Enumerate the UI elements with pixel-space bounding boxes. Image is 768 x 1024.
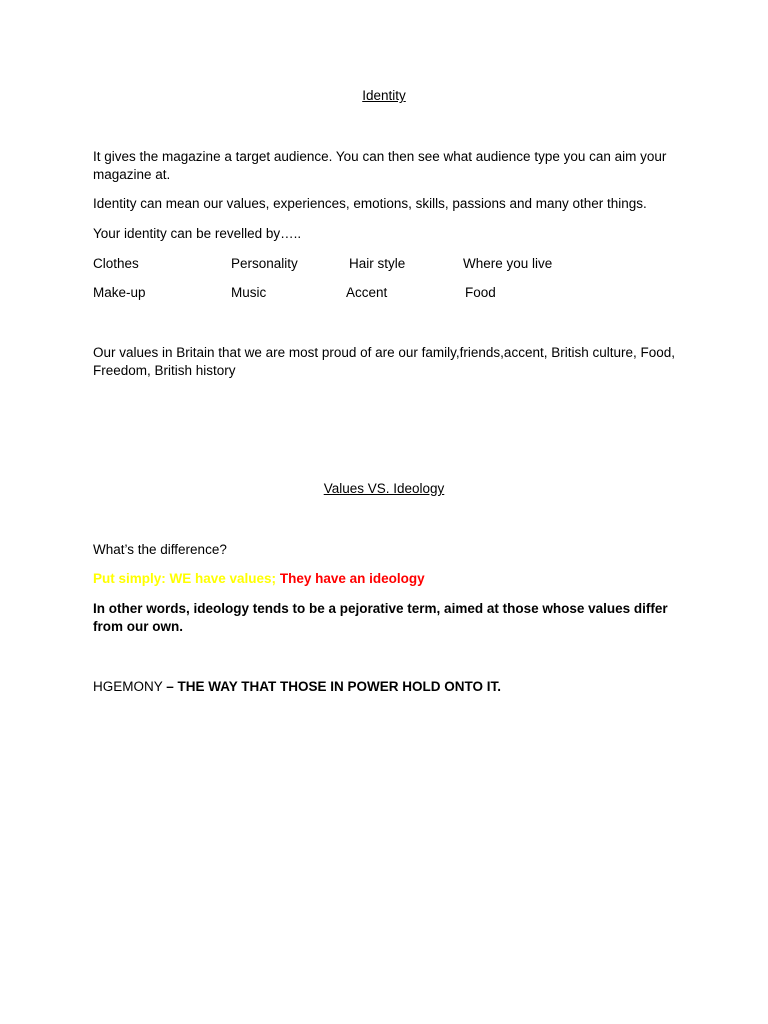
identity-paragraph-audience: It gives the magazine a target audience. You can then see what audience type you can aim your magazine at. [93,149,667,182]
trait-item: Where you live [463,256,553,271]
difference-question: What’s the difference? [93,542,227,557]
pejorative-paragraph: In other words, ideology tends to be a pejorative term, aimed at those whose values differ from our own. [93,601,668,634]
hegemony-term: HGEMONY [93,679,163,694]
british-values-paragraph: Our values in Britain that we are most proud of are our family,friends,accent, British culture, Food, Freedom, British history [93,345,676,378]
trait-item: Make-up [93,285,146,300]
trait-item: Clothes [93,256,139,271]
trait-item: Personality [231,256,298,271]
values-vs-ideology-heading: Values VS. Ideology [323,481,445,496]
we-have-values-text: Put simply: WE have values; [93,571,277,586]
they-have-ideology-text: They have an ideology [279,571,425,586]
trait-item: Hair style [349,256,406,271]
identity-heading: Identity [362,88,406,103]
trait-item: Music [231,285,267,300]
hegemony-line [93,678,683,696]
hegemony-definition: – THE WAY THAT THOSE IN POWER HOLD ONTO IT. [166,679,502,694]
trait-item: Accent [346,285,388,300]
put-simply-line [93,570,683,588]
trait-item: Food [465,285,496,300]
identity-paragraph-meaning: Identity can mean our values, experiences, emotions, skills, passions and many other things. [93,196,647,211]
identity-paragraph-revelled: Your identity can be revelled by….. [93,226,302,241]
